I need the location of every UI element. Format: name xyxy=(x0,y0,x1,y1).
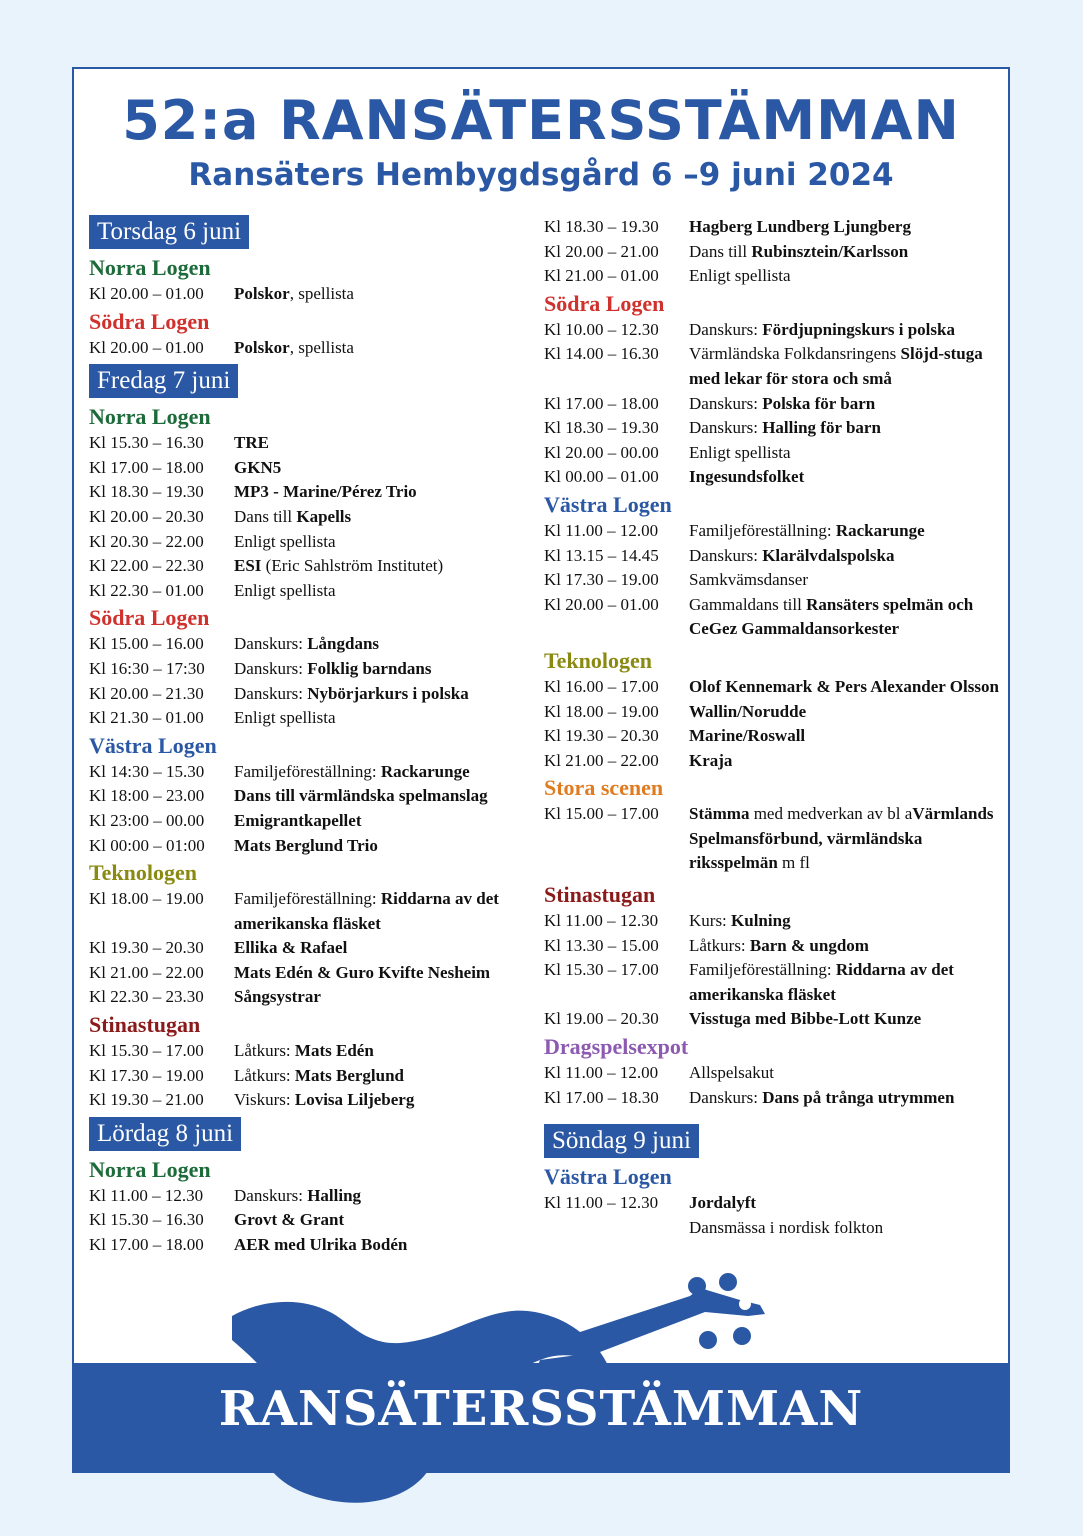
schedule-time: Kl 18.30 – 19.30 xyxy=(544,217,659,236)
venue-vastra-logen: Västra Logen xyxy=(544,491,672,517)
schedule-time: Kl 11.00 – 12.30 xyxy=(544,1193,659,1213)
description-text: Enligt spellista xyxy=(689,266,791,286)
schedule-time: Kl 19.00 – 20.30 xyxy=(544,1009,659,1029)
description-text: Danskurs: xyxy=(689,418,763,438)
schedule-time: Kl 17.00 – 18.00 xyxy=(89,457,204,477)
venue-stinastugan: Stinastugan xyxy=(89,1012,201,1038)
schedule-time: Kl 18:00 – 23.00 xyxy=(89,786,205,806)
performer-name: Riddarna av det amerikanska fläsket xyxy=(234,889,499,933)
description-text: Familjeföreställning: xyxy=(689,960,836,980)
venue-stinastugan: Stinastugan xyxy=(544,882,656,908)
schedule-time: Kl 18.30 – 19.30 xyxy=(89,482,204,502)
day-heading-saturday: Lördag 8 juni xyxy=(89,1117,241,1151)
schedule-time: Kl 20.00 – 21.30 xyxy=(89,683,204,703)
performer-name: Polska för barn xyxy=(762,393,876,413)
day-heading-thursday: Torsdag 6 juni xyxy=(89,215,249,249)
performer-name: Polskor xyxy=(234,284,290,303)
performer-name: Olof Kennemark & Pers Alexander Olsson xyxy=(689,676,999,696)
performer-name: Lovisa Liljeberg xyxy=(294,1090,415,1110)
description-text: Danskurs: xyxy=(234,683,308,703)
schedule-time: Kl 20.00 – 01.00 xyxy=(89,337,204,357)
performer-name: MP3 - Marine/Pérez Trio xyxy=(234,482,417,502)
performer-name: Slöjd-stuga med lekar för stora och små xyxy=(689,344,983,388)
schedule-time: Kl 13.30 – 15.00 xyxy=(544,935,659,955)
schedule-time: Kl 15.30 – 17.00 xyxy=(89,1041,204,1061)
performer-name: Stämma xyxy=(689,804,750,824)
description-text: (Eric Sahlström Institutet) xyxy=(261,556,444,576)
performer-name: Ingesundsfolket xyxy=(689,467,805,487)
venue-teknologen: Teknologen xyxy=(544,647,653,673)
schedule-time: Kl 21.00 – 22.00 xyxy=(544,750,659,770)
performer-name: Emigrantkapellet xyxy=(234,810,362,830)
performer-name: Rackarunge xyxy=(835,520,925,540)
performer-name: Fördjupningskurs i polska xyxy=(762,319,955,339)
description-text: Värmländska Folkdansringens xyxy=(689,344,901,364)
description-text: Danskurs: xyxy=(234,1185,308,1205)
performer-name: Polskor xyxy=(234,337,290,357)
performer-name: Wallin/Norudde xyxy=(689,701,807,721)
performer-name: TRE xyxy=(234,433,269,453)
performer-name: Barn & ungdom xyxy=(749,935,869,955)
description-text: Familjeföreställning: xyxy=(689,520,836,540)
description-text: Låtkurs: xyxy=(234,1065,295,1085)
venue-teknologen: Teknologen xyxy=(89,860,198,886)
venue-norra-logen: Norra Logen xyxy=(89,404,211,430)
venue-dragspelsexpot: Dragspelsexpot xyxy=(544,1034,689,1060)
schedule-time: Kl 21.00 – 01.00 xyxy=(544,266,659,286)
venue-norra-logen: Norra Logen xyxy=(89,1156,211,1182)
description-text: Dans till xyxy=(234,506,297,526)
schedule-time: Kl 15.00 – 16.00 xyxy=(89,634,204,654)
description-text: med medverkan av bl a xyxy=(749,804,913,824)
schedule-time: Kl 20.00 – 01.00 xyxy=(544,594,659,614)
description-text: Danskurs: xyxy=(234,634,308,654)
schedule-time: Kl 17.00 – 18.00 xyxy=(544,393,659,413)
schedule-time: Kl 23:00 – 00.00 xyxy=(89,810,205,830)
day-heading-friday: Fredag 7 juni xyxy=(89,364,238,398)
performer-name: Kraja xyxy=(689,750,733,770)
venue-sodra-logen: Södra Logen xyxy=(89,605,210,631)
schedule-time: Kl 21.00 – 22.00 xyxy=(89,962,204,982)
venue-stora-scenen: Stora scenen xyxy=(544,775,664,801)
performer-name: Visstuga med Bibbe-Lott Kunze xyxy=(689,1009,922,1029)
performer-name: ESI xyxy=(234,556,262,576)
performer-name: Kapells xyxy=(296,506,352,526)
description-text: Samkvämsdanser xyxy=(689,570,808,590)
performer-name: Rackarunge xyxy=(380,761,470,781)
schedule-time: Kl 18.00 – 19.00 xyxy=(544,701,659,721)
description-text: Enligt spellista xyxy=(234,531,336,551)
schedule-time: Kl 22.00 – 22.30 xyxy=(89,556,204,576)
schedule-time: Kl 22.30 – 01.00 xyxy=(89,580,204,600)
description-text: Gammaldans till xyxy=(689,594,807,614)
performer-name: Mats Edén & Guro Kvifte Nesheim xyxy=(234,962,491,982)
schedule-time: Kl 21.30 – 01.00 xyxy=(89,708,204,728)
venue-norra-logen: Norra Logen xyxy=(89,255,211,280)
schedule-time: Kl 17.30 – 19.00 xyxy=(89,1065,204,1085)
schedule-time: Kl 00.00 – 01.00 xyxy=(544,467,659,487)
description-text: Danskurs: xyxy=(689,545,763,565)
performer-name: Rubinsztein/Karlsson xyxy=(751,241,909,261)
schedule-time: Kl 19.30 – 20.30 xyxy=(89,938,204,958)
schedule-time: Kl 22.30 – 23.30 xyxy=(89,987,204,1007)
schedule-time: Kl 19.30 – 20.30 xyxy=(544,726,659,746)
description-text: Låtkurs: xyxy=(689,935,750,955)
schedule-time: Kl 20.30 – 22.00 xyxy=(89,531,204,551)
performer-name: Sångsystrar xyxy=(234,987,321,1007)
description-text: , spellista xyxy=(289,337,354,357)
description-text: Enligt spellista xyxy=(234,708,336,728)
performer-name: Dans på trånga utrymmen xyxy=(762,1087,955,1107)
description-text: Allspelsakut xyxy=(689,1063,774,1083)
schedule-time: Kl 20.00 – 00.00 xyxy=(544,442,659,462)
description-text: Enligt spellista xyxy=(689,442,791,462)
schedule-time: Kl 15.30 – 16.30 xyxy=(89,433,204,453)
venue-sodra-logen: Södra Logen xyxy=(89,308,210,334)
performer-name: Halling xyxy=(307,1185,362,1205)
footer-logo-text: RANSÄTERSSTÄMMAN xyxy=(218,1381,864,1437)
description-subline: Dansmässa i nordisk folkton xyxy=(689,1217,884,1237)
performer-name: Grovt & Grant xyxy=(234,1210,345,1230)
performer-name: Marine/Roswall xyxy=(689,726,806,746)
schedule-time: Kl 11.00 – 12.30 xyxy=(544,911,659,931)
performer-name: Hagberg Lundberg Ljungberg xyxy=(689,217,911,236)
performer-name: Ransäters spelmän och CeGez Gammaldansorkester xyxy=(689,594,974,639)
description-text: Låtkurs: xyxy=(234,1041,295,1061)
schedule-time: Kl 18.30 – 19.30 xyxy=(544,418,659,438)
performer-name: Långdans xyxy=(307,634,380,654)
page-subtitle: Ransäters Hembygdsgård 6 –9 juni 2024 xyxy=(188,157,894,193)
schedule-time: Kl 16.00 – 17.00 xyxy=(544,676,659,696)
description-text: Familjeföreställning: xyxy=(234,889,381,909)
performer-name: Riddarna av det amerikanska fläsket xyxy=(689,960,954,1004)
schedule-time: Kl 17.30 – 19.00 xyxy=(544,570,659,590)
performer-name: Nybörjarkurs i polska xyxy=(307,683,469,703)
schedule-time: Kl 14:30 – 15.30 xyxy=(89,761,205,781)
description-text: Danskurs: xyxy=(689,393,763,413)
description-text: , spellista xyxy=(289,284,354,303)
schedule-time: Kl 15.30 – 16.30 xyxy=(89,1210,204,1230)
schedule-time: Kl 11.00 – 12.00 xyxy=(544,520,659,540)
description-text: Familjeföreställning: xyxy=(234,761,381,781)
schedule-time: Kl 16:30 – 17:30 xyxy=(89,658,205,678)
description-text: Danskurs: xyxy=(234,658,308,678)
performer-name: Folklig barndans xyxy=(307,658,432,678)
schedule-time: Kl 00:00 – 01:00 xyxy=(89,835,205,855)
performer-name: Kulning xyxy=(731,911,791,931)
schedule-time: Kl 20.00 – 20.30 xyxy=(89,506,204,526)
description-text: Danskurs: xyxy=(689,1087,763,1107)
description-text: Enligt spellista xyxy=(234,580,336,600)
description-text: Viskurs: xyxy=(234,1090,295,1110)
performer-name: Klarälvdalspolska xyxy=(762,545,895,565)
schedule-time: Kl 18.00 – 19.00 xyxy=(89,889,204,909)
schedule-time: Kl 15.30 – 17.00 xyxy=(544,960,659,980)
schedule-time: Kl 20.00 – 01.00 xyxy=(89,284,204,303)
performer-name: Jordalyft xyxy=(689,1193,757,1213)
page-title: 52:a RANSÄTERSSTÄMMAN xyxy=(122,89,960,152)
performer-name: AER med Ulrika Bodén xyxy=(234,1235,408,1255)
schedule-time: Kl 15.00 – 17.00 xyxy=(544,804,659,824)
performer-name: Ellika & Rafael xyxy=(234,938,348,958)
performer-name: Halling för barn xyxy=(762,418,881,438)
schedule-time: Kl 17.00 – 18.30 xyxy=(544,1087,659,1107)
schedule-time: Kl 14.00 – 16.30 xyxy=(544,344,659,364)
description-text: Dans till xyxy=(689,241,752,261)
schedule-time: Kl 10.00 – 12.30 xyxy=(544,319,659,339)
performer-name: Dans till värmländska spelmanslag xyxy=(234,786,488,806)
venue-vastra-logen: Västra Logen xyxy=(544,1164,672,1190)
schedule-time: Kl 17.00 – 18.00 xyxy=(89,1235,204,1255)
performer-name: Mats Edén xyxy=(294,1041,374,1061)
schedule-time: Kl 20.00 – 21.00 xyxy=(544,241,659,261)
schedule-time: Kl 11.00 – 12.00 xyxy=(544,1063,659,1083)
schedule-time: Kl 19.30 – 21.00 xyxy=(89,1090,204,1110)
performer-name: Mats Berglund Trio xyxy=(234,835,378,855)
day-heading-sunday: Söndag 9 juni xyxy=(544,1124,699,1158)
description-text: Kurs: xyxy=(689,911,732,931)
performer-name: Mats Berglund xyxy=(294,1065,404,1085)
performer-name: GKN5 xyxy=(234,457,282,477)
venue-sodra-logen: Södra Logen xyxy=(544,290,665,316)
performer-name: Värmlands Spelmansförbund, värmländska riksspelmän xyxy=(689,804,994,873)
schedule-time: Kl 11.00 – 12.30 xyxy=(89,1185,204,1205)
description-text: Danskurs: xyxy=(689,319,763,339)
schedule-time: Kl 13.15 – 14.45 xyxy=(544,545,659,565)
description-text: m fl xyxy=(777,853,810,873)
venue-vastra-logen: Västra Logen xyxy=(89,732,217,758)
